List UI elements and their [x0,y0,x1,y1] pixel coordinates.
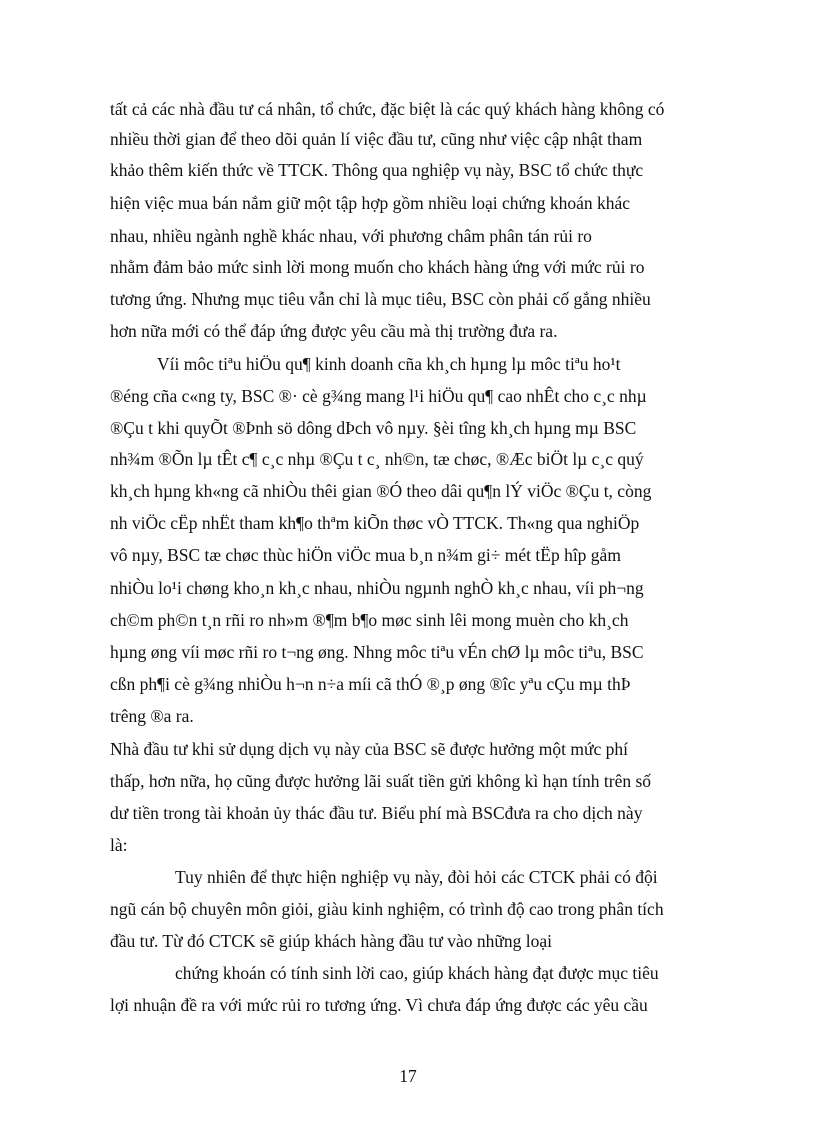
text-line-23: dư tiền trong tài khoản ủy thác đầu tư. Biểu phí mà BSCđưa ra cho dịch này [110,803,643,823]
text-line-22: thấp, hơn nữa, họ cũng được hưởng lãi suất tiền gửi không kì hạn tính trên số [110,771,652,791]
page-number: 17 [399,1066,417,1086]
text-line-24: là: [110,835,128,855]
text-line-28: chứng khoán có tính sinh lời cao, giúp khách hàng đạt được mục tiêu [175,963,659,983]
text-line-18: hµng øng víi møc rñi ro t¬ng øng. Nhng môc tiªu vÉn chØ lµ môc tiªu, BSC [110,642,644,662]
text-line-10: ®éng cña c«ng ty, BSC ®· cè g¾ng mang l¹i hiÖu qu¶ cao nhÊt cho c¸c nhµ [110,386,647,406]
text-line-3: khảo thêm kiến thức về TTCK. Thông qua nghiệp vụ này, BSC tổ chức thực [110,160,644,180]
text-line-25: Tuy nhiên để thực hiện nghiệp vụ này, đòi hỏi các CTCK phải có đội [175,867,658,887]
text-line-9: Víi môc tiªu hiÖu qu¶ kinh doanh cña kh¸ch hµng lµ môc tiªu ho¹t [157,354,621,374]
text-line-29: lợi nhuận đề ra với mức rủi ro tương ứng. Vì chưa đáp ứng được các yêu cầu [110,995,648,1015]
text-line-19: cßn ph¶i cè g¾ng nhiÒu h¬n n÷a míi cã thÓ ®¸p øng ®îc yªu cÇu mµ thÞ [110,674,631,694]
text-line-4: hiện việc mua bán nắm giữ một tập hợp gồm nhiều loại chứng khoán khác [110,193,631,213]
text-line-16: nhiÒu lo¹i chøng kho¸n kh¸c nhau, nhiÒu ngµnh nghÒ kh¸c nhau, víi ph¬ng [110,578,644,598]
text-line-5: nhau, nhiều ngành nghề khác nhau, với phương châm phân tán rủi ro [110,226,592,246]
text-line-15: vô nµy, BSC tæ chøc thùc hiÖn viÖc mua b¸n n¾m gi÷ mét tËp hîp gåm [110,545,621,565]
text-line-17: ch©m ph©n t¸n rñi ro nh»m ®¶m b¶o møc sinh lêi mong muèn cho kh¸ch [110,610,629,630]
text-line-7: tương ứng. Nhưng mục tiêu vẫn chỉ là mục tiêu, BSC còn phải cố gắng nhiều [110,289,651,309]
text-line-20: trêng ®a ra. [110,706,194,726]
text-line-6: nhằm đảm bảo mức sinh lời mong muốn cho khách hàng ứng với mức rủi ro [110,257,645,277]
text-line-1: tất cả các nhà đầu tư cá nhân, tổ chức, đặc biệt là các quý khách hàng không có [110,99,665,119]
text-line-21: Nhà đầu tư khi sử dụng dịch vụ này của BSC sẽ được hưởng một mức phí [110,739,628,759]
text-line-27: đầu tư. Từ đó CTCK sẽ giúp khách hàng đầu tư vào những loại [110,931,552,951]
text-line-11: ®Çu t khi quyÕt ®Þnh sö dông dÞch vô nµy. §èi tîng kh¸ch hµng mµ BSC [110,418,637,438]
text-line-8: hơn nữa mới có thể đáp ứng được yêu cầu mà thị trường đưa ra. [110,321,558,341]
text-line-2: nhiều thời gian để theo dõi quản lí việc đầu tư, cũng như việc cập nhật tham [110,129,643,149]
text-line-14: nh viÖc cËp nhËt tham kh¶o thªm kiÕn thøc vÒ TTCK. Th«ng qua nghiÖp [110,513,640,533]
text-line-13: kh¸ch hµng kh«ng cã nhiÒu thêi gian ®Ó theo dâi qu¶n lÝ viÖc ®Çu t, còng [110,481,652,501]
text-line-12: nh¾m ®Õn lµ tÊt c¶ c¸c nhµ ®Çu t c¸ nh©n, tæ chøc, ®Æc biÖt lµ c¸c quý [110,449,644,469]
text-line-26: ngũ cán bộ chuyên môn giỏi, giàu kinh nghiệm, có trình độ cao trong phân tích [110,899,664,919]
